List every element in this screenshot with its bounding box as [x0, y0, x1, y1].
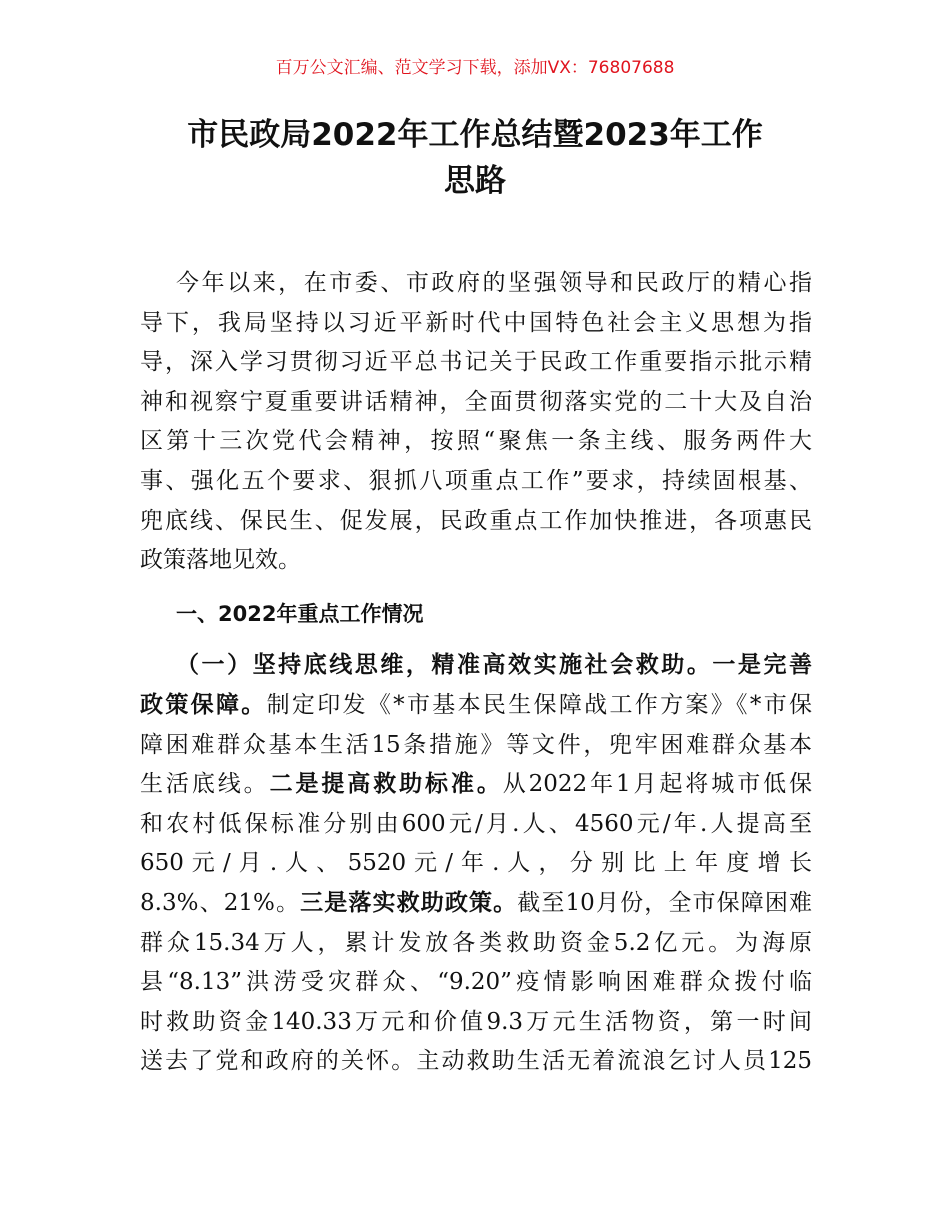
subsection-line: 障困难群众基本生活15条措施》等文件，兜牢困难群众基本 [140, 731, 812, 758]
subsection-line: 群众15.34万人，累计发放各类救助资金5.2亿元。为海原 [140, 929, 812, 956]
intro-line: 导下，我局坚持以习近平新时代中国特色社会主义思想为指 [140, 309, 812, 336]
subsection-title: （一）坚持底线思维，精准高效实施社会救助。一是完善 [176, 652, 812, 679]
subsection-line [140, 686, 812, 726]
page-title [120, 112, 830, 204]
intro-line: 兜底线、保民生、促发展，民政重点工作加快推进，各项惠民 [140, 507, 812, 534]
intro-line: 今年以来，在市委、市政府的坚强领导和民政厅的精心指 [176, 270, 812, 296]
paragraph-text: 从2022年1月起将城市低保 [502, 771, 813, 798]
title-line-1: 市民政局2022年工作总结暨2023年工作 [187, 117, 763, 153]
point-label: 政策保障。 [140, 691, 267, 718]
subsection-line: 和农村低保标准分别由600元/月.人、4560元/年.人提高至 [140, 810, 812, 837]
intro-line: 政策落地见效。 [140, 547, 301, 574]
intro-line: 事、强化五个要求、狠抓八项重点工作”要求，持续固根基、 [140, 467, 812, 494]
subsection-line: 送去了党和政府的关怀。主动救助生活无着流浪乞讨人员125 [140, 1048, 812, 1075]
subsection-line [140, 765, 812, 805]
subsection-line: 650 元 / 月 . 人 、 5520 元 / 年 . 人 ， 分 别 比 上 年 度 增 长 [140, 850, 812, 877]
subsection-line [140, 884, 812, 924]
subsection-line [140, 646, 812, 686]
intro-line: 导，深入学习贯彻习近平总书记关于民政工作重要指示批示精 [140, 349, 812, 376]
paragraph-text: 8.3%、21%。 [140, 889, 301, 916]
point-label: 三是落实救助政策。 [300, 889, 518, 916]
title-line-2: 思路 [444, 163, 506, 199]
subsection-line: 县“8.13”洪涝受灾群众、“9.20”疫情影响困难群众拨付临 [140, 969, 812, 996]
intro-line: 区第十三次党代会精神，按照“聚焦一条主线、服务两件大 [140, 428, 812, 455]
intro-line: 神和视察宁夏重要讲话精神，全面贯彻落实党的二十大及自治 [140, 388, 812, 415]
paragraph-text: 制定印发《*市基本民生保障战工作方案》《*市保 [266, 691, 813, 718]
section-heading: 一、2022年重点工作情况 [176, 601, 424, 626]
subsection-line: 时救助资金140.33万元和价值9.3万元生活物资，第一时间 [140, 1008, 812, 1035]
document-body [140, 264, 812, 1082]
point-label: 二是提高救助标准。 [269, 771, 503, 798]
watermark-banner: 百万公文汇编、范文学习下载，添加VX：76807688 [275, 58, 675, 78]
paragraph-text: 截至10月份，全市保障困难 [517, 889, 812, 916]
paragraph-text: 生活底线。 [140, 771, 270, 798]
